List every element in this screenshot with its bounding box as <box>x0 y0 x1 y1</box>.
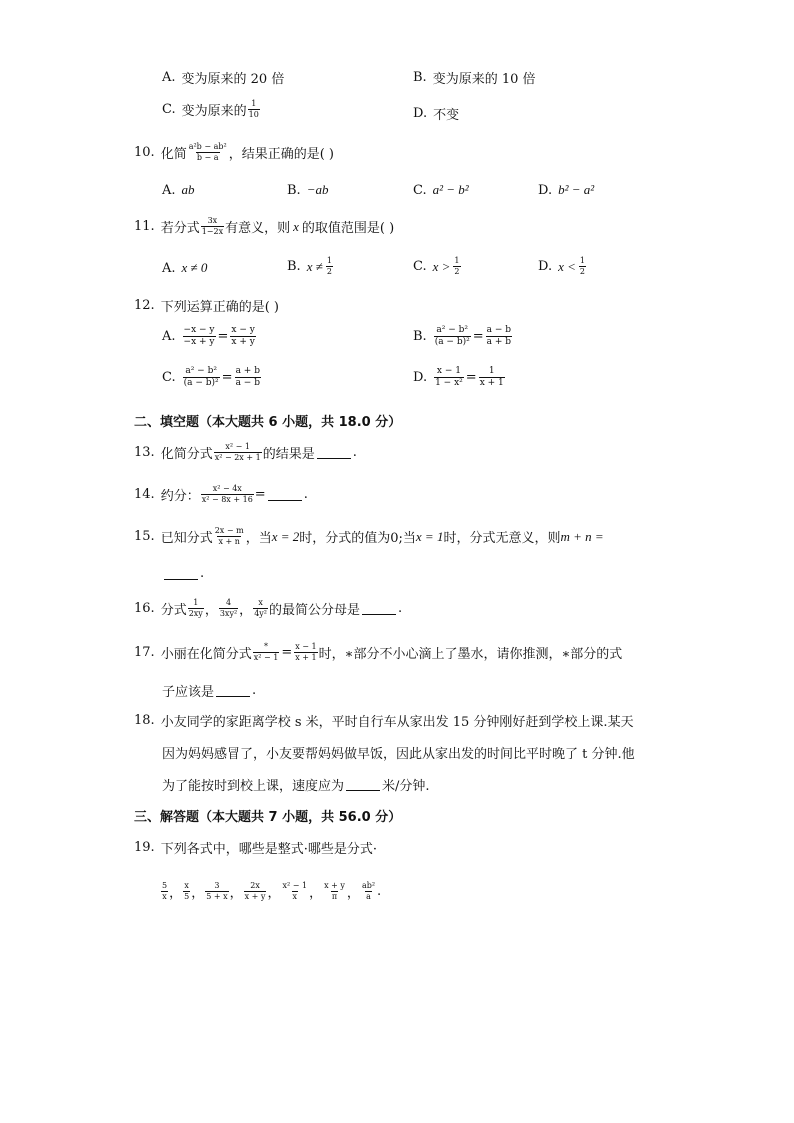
q10-option-b: B. −ab <box>287 182 329 198</box>
fraction: $\frac{\text{ab²}}{a}$ <box>361 881 376 901</box>
question-number: 11. <box>134 219 155 234</box>
q9-option-c <box>162 100 261 119</box>
question-text: 化简 <box>160 147 187 162</box>
question-16: 16. 分式 $\frac{1}{2xy}$ ， $\frac{4}{\text{3xy²}}$ ， $\frac{x}{\text{4y²}}$ 的最简公分母是 . <box>134 598 403 618</box>
option-text: 变为原来的 20 倍 <box>181 72 285 87</box>
question-number: 12. <box>134 298 155 313</box>
fraction: $\frac{2x}{x + y}$ <box>244 881 266 901</box>
q12-option-a: A. $\frac{-x - y}{-x + y}$ = $\frac{x - y}{x + y}$ <box>162 325 255 347</box>
option-text: 变为原来的 10 倍 <box>432 72 536 87</box>
fraction: $\frac{x}{5}$ <box>184 881 190 901</box>
section-2-heading: 二、填空题（本大题共 6 小题，共 18.0 分） <box>134 415 402 430</box>
question-14: 14. 约分： $\frac{\text{x² − 4x}}{\text{x² − 8x + 16}}$ = . <box>134 484 308 504</box>
q11-option-c: C. x > $\frac{1}{2}$ <box>413 256 460 276</box>
question-text: 有意义，则 <box>225 221 291 236</box>
fraction: $\frac{x - 1}{x + 1}$ <box>295 642 317 662</box>
question-text: 若分式 <box>160 221 200 236</box>
option-label: B. <box>413 70 427 85</box>
fraction: $\frac{\text{x² − 1}}{\text{x² − 2x + 1}}$ <box>214 442 261 462</box>
answer-blank[interactable] <box>164 567 198 580</box>
question-18: 18. 小友同学的家距离学校 s 米，平时自行车从家出发 15 分钟刚好赶到学校上课.某天 <box>134 713 634 730</box>
section-3-heading: 三、解答题（本大题共 7 小题，共 56.0 分） <box>134 810 402 825</box>
fraction: $\frac{x}{\text{4y²}}$ <box>254 598 268 618</box>
q10-option-d: D. b² − a² <box>538 182 595 198</box>
question-number: 18. <box>134 713 155 728</box>
question-12 <box>134 296 279 315</box>
question-11 <box>134 217 394 236</box>
option-label: C. <box>162 102 176 117</box>
answer-blank[interactable] <box>317 446 351 459</box>
fraction: $\frac{1}{10}$ <box>248 99 259 119</box>
option-label: D. <box>413 106 428 121</box>
fraction: $\frac{2x - m}{x + n}$ <box>214 526 244 546</box>
fraction: $\frac{3}{5 + x}$ <box>206 881 228 901</box>
question-17: 17. 小丽在化简分式 $\frac{*}{\text{x² − 1}}$ = $\frac{x - 1}{x + 1}$ 时，∗部分不小心滴上了墨水，请你推测，∗部分的式 <box>134 642 623 662</box>
q10-option-c: C. a² − b² <box>413 182 469 198</box>
answer-blank[interactable] <box>362 602 396 615</box>
fraction: $\frac{*}{\text{x² − 1}}$ <box>253 642 279 662</box>
question-text: 的取值范围是( ) <box>301 221 395 236</box>
variable: x <box>293 218 299 234</box>
question-number: 10. <box>134 145 155 160</box>
answer-blank[interactable] <box>268 488 302 501</box>
question-number: 15. <box>134 529 155 544</box>
q9-option-b <box>413 68 536 87</box>
fraction: $\frac{5}{x}$ <box>162 881 168 901</box>
fraction: $\frac{4}{\text{3xy²}}$ <box>219 598 238 618</box>
option-text: 不变 <box>433 108 460 123</box>
q11-option-d: D. x < $\frac{1}{2}$ <box>538 256 585 276</box>
question-number: 17. <box>134 645 155 660</box>
fraction: $\frac{x + y}{\pi}$ <box>324 881 345 901</box>
question-number: 13. <box>134 445 155 460</box>
question-15: 15. 已知分式 $\frac{2x - m}{x + n}$ ，当 x = 2 时，分式的值为0;当 x = 1 时，分式无意义，则 m + n = <box>134 526 604 546</box>
question-15-line-2: . <box>162 566 204 581</box>
option-label: A. <box>162 70 176 85</box>
q12-option-b: B. $\frac{\text{a² − b²}}{\text{(a − b)²}}$ = $\frac{a - b}{a + b}$ <box>413 325 512 347</box>
question-19: 19. 下列各式中，哪些是整式·哪些是分式· <box>134 840 377 857</box>
question-18-line-3: 为了能按时到校上课，速度应为 米/分钟. <box>162 779 430 794</box>
fraction: $\frac{1}{2xy}$ <box>188 598 203 618</box>
answer-blank[interactable] <box>216 684 250 697</box>
q11-option-a: A. x ≠ 0 <box>162 260 208 276</box>
question-17-line-2: 子应该是 . <box>162 683 257 700</box>
option-text: 变为原来的 <box>181 104 247 119</box>
q12-option-d: D. $\frac{x - 1}{\text{1 − x²}}$ = $\frac{1}{x + 1}$ <box>413 366 504 388</box>
fraction: $\frac{\text{a²b − ab²}}{b - a}$ <box>188 142 227 162</box>
question-18-line-2: 因为妈妈感冒了，小友要帮妈妈做早饭，因此从家出发的时间比平时晚了 t 分钟.他 <box>162 747 635 762</box>
q11-option-b: B. x ≠ $\frac{1}{2}$ <box>287 256 332 276</box>
question-19-expressions: $\frac{5}{x}$ ， $\frac{x}{5}$ ， $\frac{3}{5 + x}$ ， $\frac{2x}{x + y}$ ， $\frac{\text{x² − 1}}{x}$ ， $\frac{x + y}{\pi}$ ， $\frac{\text{ab²}}{a}$ . <box>162 881 382 901</box>
question-number: 14. <box>134 487 155 502</box>
q12-option-c: C. $\frac{\text{a² − b²}}{\text{(a − b)²}}$ = $\frac{a + b}{a - b}$ <box>162 366 260 388</box>
q10-option-a: A. ab <box>162 182 195 198</box>
question-13: 13. 化简分式 $\frac{\text{x² − 1}}{\text{x² − 2x + 1}}$ 的结果是 . <box>134 442 357 462</box>
fraction: $\frac{3x}{1-2x}$ <box>201 216 224 236</box>
answer-blank[interactable] <box>346 778 380 791</box>
question-text: 下列运算正确的是( ) <box>160 300 279 315</box>
q9-option-d <box>413 104 459 123</box>
question-text: ，结果正确的是( ) <box>228 147 334 162</box>
question-10 <box>134 143 334 162</box>
fraction: $\frac{\text{x² − 1}}{x}$ <box>282 881 308 901</box>
question-number: 16. <box>134 601 155 616</box>
question-number: 19. <box>134 840 155 855</box>
fraction: $\frac{\text{x² − 4x}}{\text{x² − 8x + 16}}$ <box>201 484 253 504</box>
q9-option-a <box>162 68 284 87</box>
